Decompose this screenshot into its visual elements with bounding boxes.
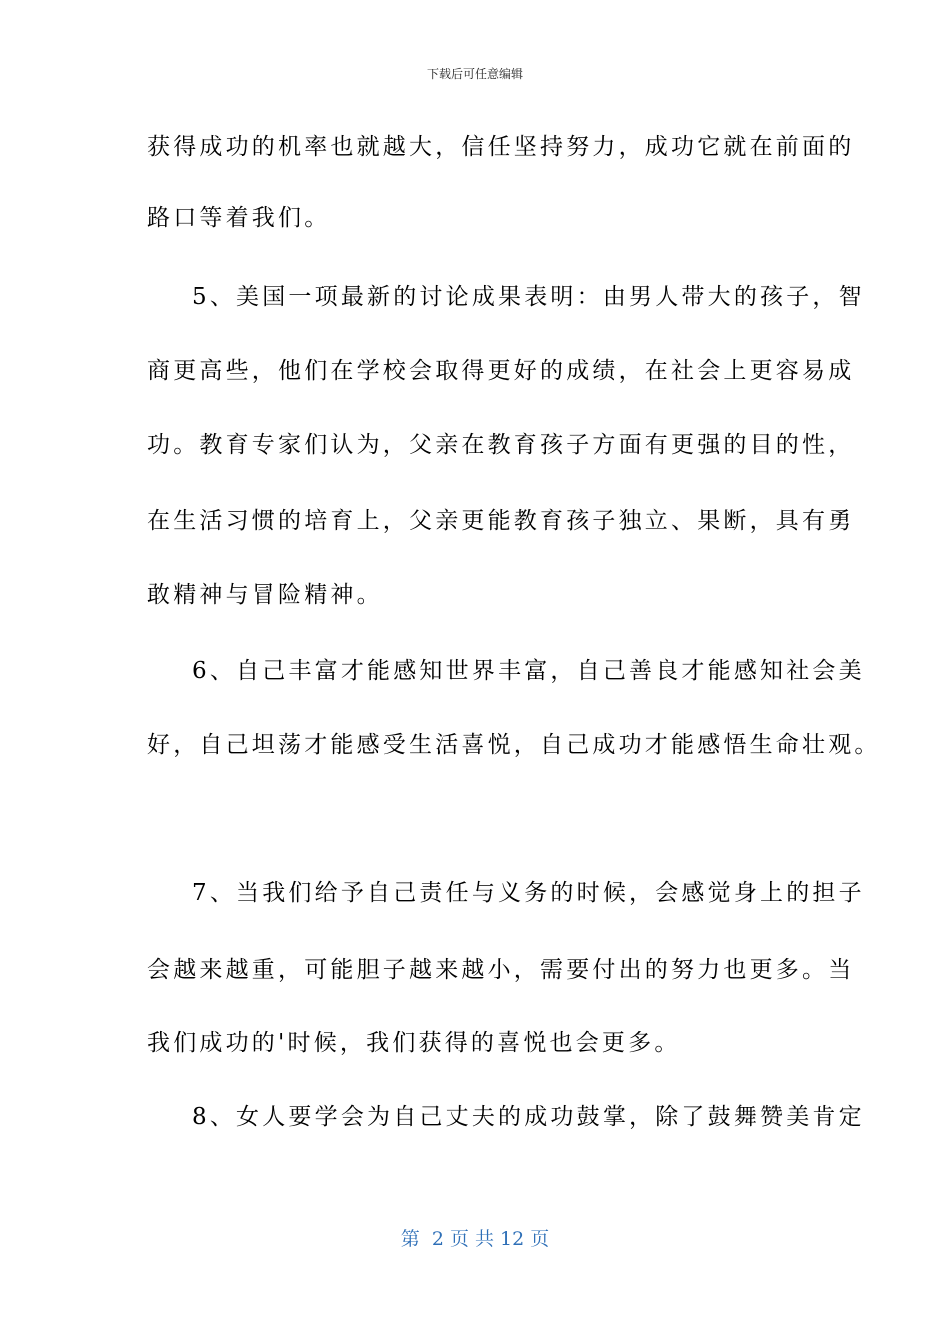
paragraph-6-line-1: 6、自己丰富才能感知世界丰富，自己善良才能感知社会美 bbox=[192, 658, 865, 684]
paragraph-7-line-3: 我们成功的'时候，我们获得的喜悦也会更多。 bbox=[147, 1030, 681, 1056]
paragraph-6-line-2: 好，自己坦荡才能感受生活喜悦，自己成功才能感悟生命壮观。 bbox=[147, 732, 881, 758]
paragraph-8-line-1: 8、女人要学会为自己丈夫的成功鼓掌，除了鼓舞赞美肯定 bbox=[192, 1104, 865, 1130]
paragraph-7-line-1: 7、当我们给予自己责任与义务的时候，会感觉身上的担子 bbox=[192, 880, 865, 906]
page-number: 第 2 页 共 12 页 bbox=[400, 1228, 550, 1250]
text-line-1: 获得成功的机率也就越大，信任坚持努力，成功它就在前面的 bbox=[147, 134, 855, 160]
paragraph-5-line-4: 在生活习惯的培育上，父亲更能教育孩子独立、果断，具有勇 bbox=[147, 508, 855, 534]
page-header: 下载后可任意编辑 bbox=[426, 67, 523, 81]
text-line-2: 路口等着我们。 bbox=[147, 205, 331, 231]
paragraph-5-line-2: 商更高些，他们在学校会取得更好的成绩，在社会上更容易成 bbox=[147, 358, 855, 384]
paragraph-7-line-2: 会越来越重，可能胆子越来越小，需要付出的努力也更多。当 bbox=[147, 957, 855, 983]
paragraph-5-line-1: 5、美国一项最新的讨论成果表明：由男人带大的孩子，智 bbox=[192, 284, 865, 310]
paragraph-5-line-5: 敢精神与冒险精神。 bbox=[147, 582, 383, 608]
paragraph-5-line-3: 功。教育专家们认为，父亲在教育孩子方面有更强的目的性， bbox=[147, 432, 855, 458]
